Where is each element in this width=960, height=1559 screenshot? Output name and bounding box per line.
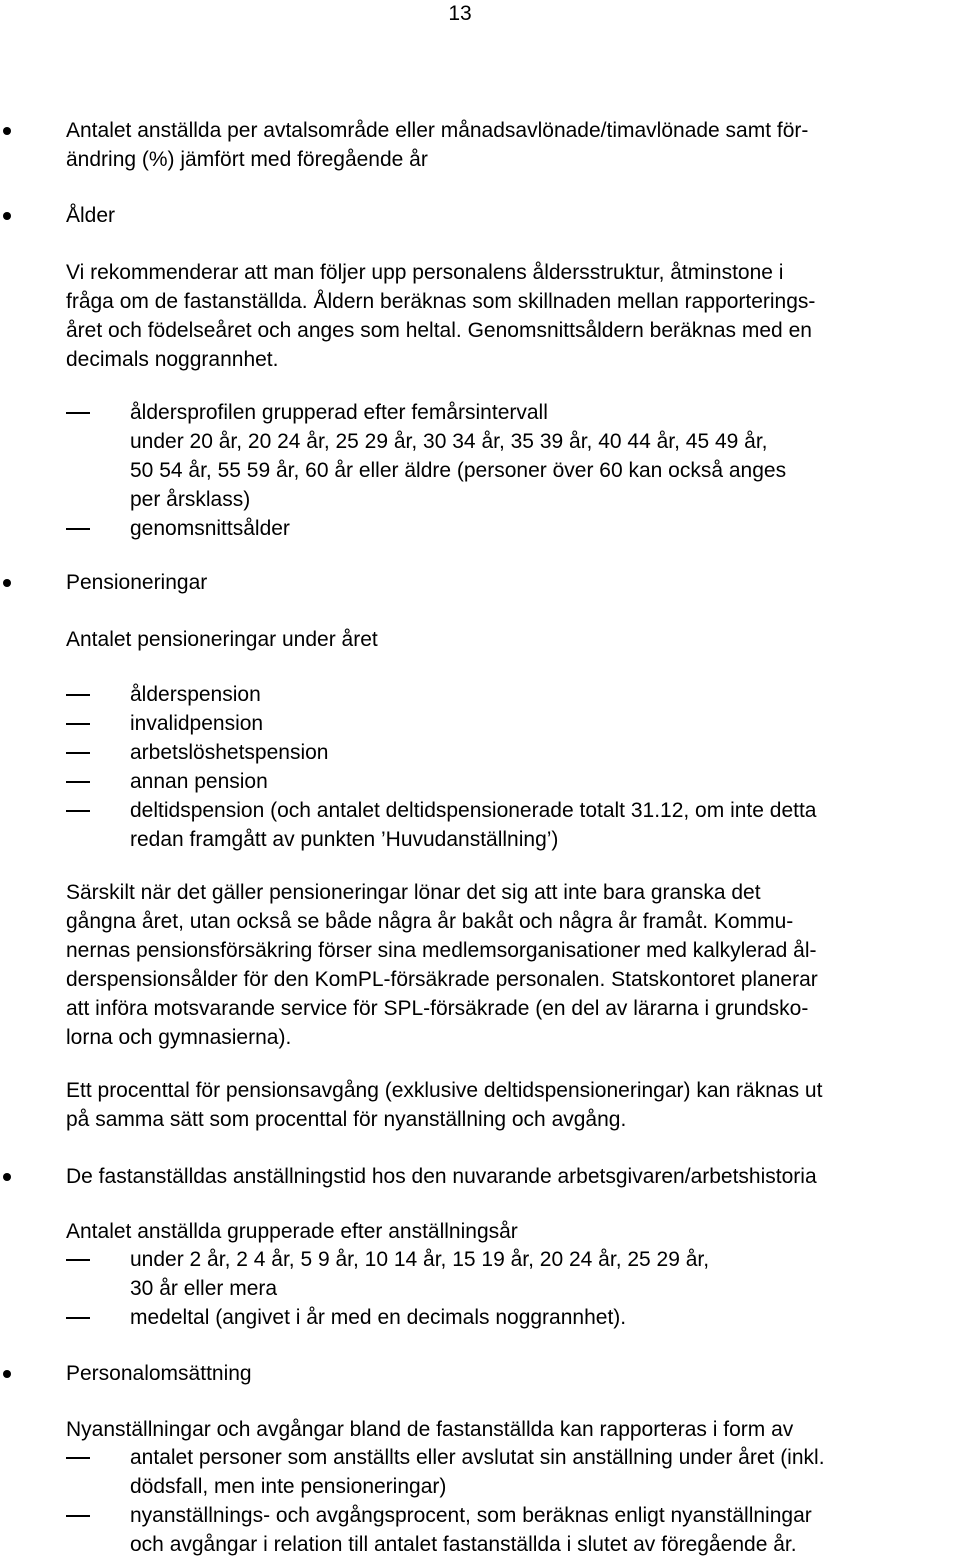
dash-item — [66, 514, 960, 543]
bullet-icon — [3, 1173, 11, 1181]
dash-list-age — [66, 398, 960, 543]
dash-item-line: deltidspension (och antalet deltidspensionerade totalt 31.12, om inte detta — [130, 799, 817, 822]
paragraph-line: på samma sätt som procenttal för nyanställning och avgång. — [66, 1108, 627, 1131]
paragraph-pensions-1 — [66, 878, 960, 1052]
dash-item — [66, 1501, 960, 1559]
paragraph-pensions-2 — [66, 1076, 960, 1134]
paragraph-age — [66, 258, 960, 374]
bullet-icon — [3, 579, 11, 587]
dash-icon — [66, 1317, 90, 1319]
bullet-icon — [3, 127, 11, 135]
dash-item — [66, 709, 960, 738]
dash-item-line: nyanställnings- och avgångsprocent, som beräknas enligt nyanställningar — [130, 1504, 812, 1527]
heading-line: ändring (%) jämfört med föregående år — [66, 148, 428, 171]
bullet-icon — [3, 212, 11, 220]
section-heading: Personalomsättning — [66, 1362, 252, 1385]
paragraph-line: gångna året, utan också se både några år bakåt och några år framåt. Kommu- — [66, 910, 794, 933]
dash-icon — [66, 412, 90, 414]
heading-line: Antalet anställda per avtalsområde eller månadsavlönade/timavlönade samt för- — [66, 119, 809, 142]
dash-item-line: under 2 år, 2 4 år, 5 9 år, 10 14 år, 15 19 år, 20 24 år, 25 29 år, — [130, 1248, 710, 1271]
dash-icon — [66, 528, 90, 530]
dash-item — [66, 1443, 960, 1501]
dash-item-line: genomsnittsålder — [130, 517, 290, 540]
dash-item — [66, 767, 960, 796]
dash-icon — [66, 1259, 90, 1261]
dash-item-line: arbetslöshetspension — [130, 741, 329, 764]
dash-list-pensions — [66, 680, 960, 854]
dash-item-line: ålderspension — [130, 683, 261, 706]
dash-icon — [66, 694, 90, 696]
dash-item-line: annan pension — [130, 770, 268, 793]
section-heading: Ålder — [66, 204, 116, 227]
dash-list-turnover — [66, 1443, 960, 1559]
paragraph-line: Särskilt när det gäller pensioneringar lönar det sig att inte bara granska det — [66, 881, 761, 904]
dash-item-line: åldersprofilen grupperad efter femårsintervall — [130, 401, 548, 424]
dash-item — [66, 1303, 960, 1332]
dash-list-tenure — [66, 1245, 960, 1332]
paragraph-line: att införa motsvarande service för SPL-försäkrade (en del av lärarna i grundsko- — [66, 997, 809, 1020]
dash-item-line: och avgångar i relation till antalet fastanställda i slutet av föregående år. — [130, 1533, 797, 1556]
subheading-pensions: Antalet pensioneringar under året — [66, 628, 378, 651]
dash-item — [66, 398, 960, 514]
bullet-icon — [3, 1370, 11, 1378]
subheading-turnover: Nyanställningar och avgångar bland de fastanställda kan rapporteras i form av — [66, 1418, 794, 1441]
dash-item-line: invalidpension — [130, 712, 264, 735]
subheading-tenure: Antalet anställda grupperade efter anställningsår — [66, 1220, 518, 1243]
dash-item-line: per årsklass) — [130, 488, 251, 511]
paragraph-line: året och födelseåret och anges som heltal. Genomsnittsåldern beräknas med en — [66, 319, 812, 342]
section-heading: De fastanställdas anställningstid hos den nuvarande arbetsgivaren/arbetshistoria — [66, 1165, 817, 1188]
dash-item — [66, 680, 960, 709]
dash-icon — [66, 1457, 90, 1459]
dash-icon — [66, 781, 90, 783]
paragraph-line: Ett procenttal för pensionsavgång (exklusive deltidspensioneringar) kan räknas ut — [66, 1079, 823, 1102]
dash-item-line: redan framgått av punkten ’Huvudanställning’) — [130, 828, 559, 851]
page-number: 13 — [448, 2, 472, 25]
paragraph-line: decimals noggrannhet. — [66, 348, 279, 371]
paragraph-line: Vi rekommenderar att man följer upp personalens åldersstruktur, åtminstone i — [66, 261, 784, 284]
dash-icon — [66, 1515, 90, 1517]
dash-item-line: antalet personer som anställts eller avslutat sin anställning under året (inkl. — [130, 1446, 825, 1469]
section-heading — [66, 116, 960, 174]
dash-item — [66, 796, 960, 854]
dash-item-line: under 20 år, 20 24 år, 25 29 år, 30 34 år, 35 39 år, 40 44 år, 45 49 år, — [130, 430, 768, 453]
section-heading: Pensioneringar — [66, 571, 208, 594]
dash-item-line: dödsfall, men inte pensioneringar) — [130, 1475, 447, 1498]
paragraph-line: nernas pensionsförsäkring förser sina medlemsorganisationer med kalkylerad ål- — [66, 939, 817, 962]
dash-item — [66, 738, 960, 767]
paragraph-line: derspensionsålder för den KomPL-försäkrade personalen. Statskontoret planerar — [66, 968, 818, 991]
dash-icon — [66, 810, 90, 812]
dash-icon — [66, 723, 90, 725]
paragraph-line: fråga om de fastanställda. Åldern beräknas som skillnaden mellan rapporterings- — [66, 290, 816, 313]
dash-icon — [66, 752, 90, 754]
dash-item-line: medeltal (angivet i år med en decimals noggrannhet). — [130, 1306, 627, 1329]
paragraph-line: lorna och gymnasierna). — [66, 1026, 292, 1049]
dash-item — [66, 1245, 960, 1303]
dash-item-line: 30 år eller mera — [130, 1277, 278, 1300]
dash-item-line: 50 54 år, 55 59 år, 60 år eller äldre (personer över 60 kan också anges — [130, 459, 787, 482]
